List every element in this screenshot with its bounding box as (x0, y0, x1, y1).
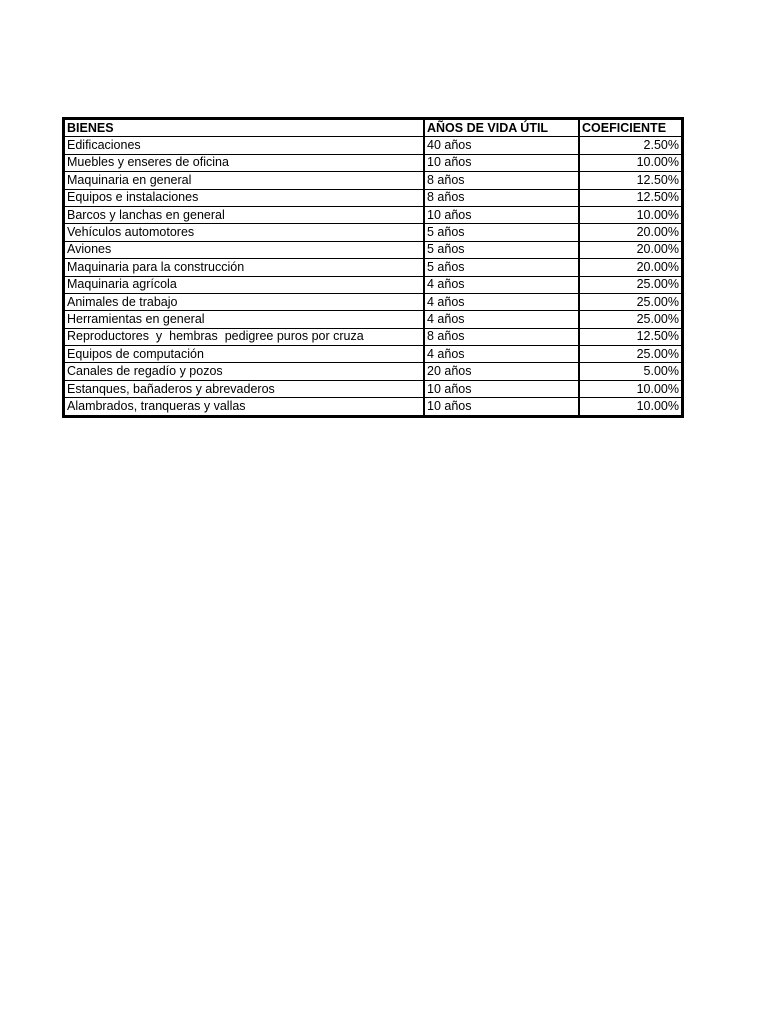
cell-anos: 20 años (424, 363, 579, 380)
cell-coeficiente: 10.00% (579, 380, 682, 397)
cell-coeficiente: 12.50% (579, 328, 682, 345)
cell-bien: Edificaciones (64, 137, 424, 154)
cell-coeficiente: 25.00% (579, 311, 682, 328)
cell-coeficiente: 20.00% (579, 259, 682, 276)
cell-bien: Vehículos automotores (64, 224, 424, 241)
table-row (64, 206, 682, 223)
cell-bien: Aviones (64, 241, 424, 258)
cell-bien: Reproductores y hembras pedigree puros por cruza (64, 328, 424, 345)
cell-anos: 5 años (424, 224, 579, 241)
cell-bien: Herramientas en general (64, 311, 424, 328)
cell-bien: Muebles y enseres de oficina (64, 154, 424, 171)
cell-bien: Maquinaria en general (64, 172, 424, 189)
cell-bien: Barcos y lanchas en general (64, 206, 424, 223)
cell-bien: Animales de trabajo (64, 293, 424, 310)
cell-coeficiente: 25.00% (579, 293, 682, 310)
table-row (64, 328, 682, 345)
cell-anos: 10 años (424, 380, 579, 397)
cell-bien: Canales de regadío y pozos (64, 363, 424, 380)
header-coeficiente: COEFICIENTE (579, 119, 682, 137)
table-row (64, 137, 682, 154)
header-anos-vida-util: AÑOS DE VIDA ÚTIL (424, 119, 579, 137)
cell-bien: Estanques, bañaderos y abrevaderos (64, 380, 424, 397)
table-row (64, 398, 682, 416)
cell-coeficiente: 12.50% (579, 189, 682, 206)
cell-anos: 8 años (424, 328, 579, 345)
cell-anos: 5 años (424, 241, 579, 258)
table-row (64, 189, 682, 206)
depreciation-table (63, 118, 683, 417)
cell-bien: Equipos de computación (64, 346, 424, 363)
cell-anos: 4 años (424, 276, 579, 293)
cell-coeficiente: 25.00% (579, 346, 682, 363)
cell-coeficiente: 12.50% (579, 172, 682, 189)
cell-anos: 8 años (424, 172, 579, 189)
cell-anos: 40 años (424, 137, 579, 154)
cell-anos: 10 años (424, 398, 579, 416)
cell-coeficiente: 2.50% (579, 137, 682, 154)
cell-coeficiente: 20.00% (579, 241, 682, 258)
cell-coeficiente: 10.00% (579, 398, 682, 416)
depreciation-table-container (63, 118, 683, 417)
cell-coeficiente: 5.00% (579, 363, 682, 380)
table-row (64, 154, 682, 171)
table-row (64, 380, 682, 397)
cell-anos: 4 años (424, 293, 579, 310)
header-bienes: BIENES (64, 119, 424, 137)
table-row (64, 172, 682, 189)
cell-anos: 10 años (424, 206, 579, 223)
table-row (64, 259, 682, 276)
table-row (64, 363, 682, 380)
cell-bien: Alambrados, tranqueras y vallas (64, 398, 424, 416)
cell-bien: Maquinaria para la construcción (64, 259, 424, 276)
cell-coeficiente: 10.00% (579, 154, 682, 171)
table-row (64, 241, 682, 258)
table-body (64, 137, 682, 416)
table-row (64, 293, 682, 310)
cell-bien: Equipos e instalaciones (64, 189, 424, 206)
table-row (64, 276, 682, 293)
cell-bien: Maquinaria agrícola (64, 276, 424, 293)
table-row (64, 311, 682, 328)
cell-anos: 4 años (424, 346, 579, 363)
table-row (64, 224, 682, 241)
cell-anos: 5 años (424, 259, 579, 276)
cell-anos: 4 años (424, 311, 579, 328)
cell-coeficiente: 20.00% (579, 224, 682, 241)
cell-coeficiente: 25.00% (579, 276, 682, 293)
table-header-row (64, 119, 682, 137)
cell-anos: 8 años (424, 189, 579, 206)
cell-coeficiente: 10.00% (579, 206, 682, 223)
table-row (64, 346, 682, 363)
cell-anos: 10 años (424, 154, 579, 171)
